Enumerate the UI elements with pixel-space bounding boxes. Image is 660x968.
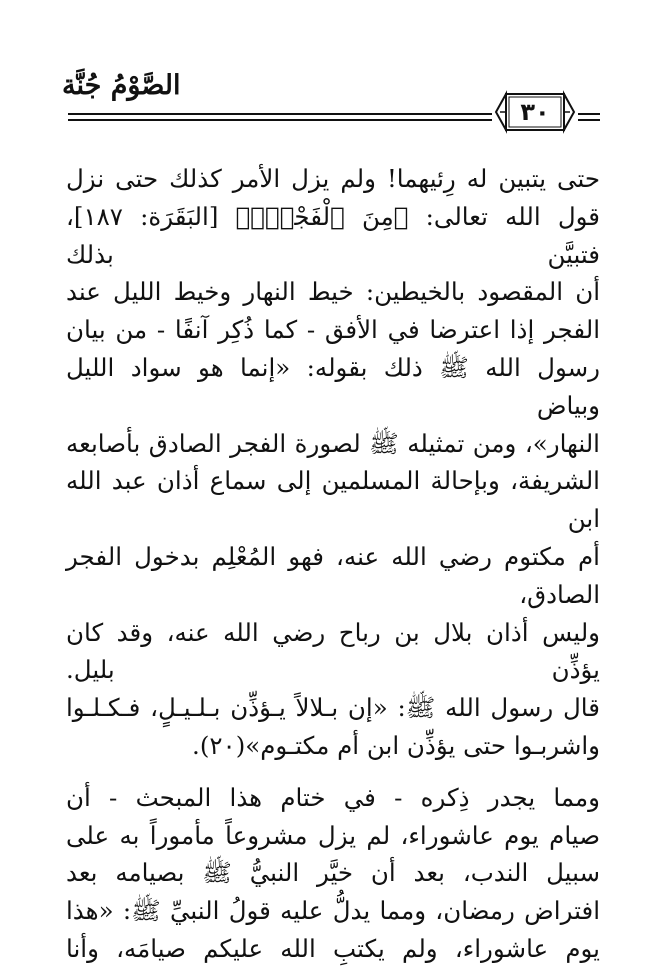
text-line: الفجر إذا اعترضا في الأفق - كما ذُكِر آنفًا - من بيان — [66, 315, 600, 345]
text-line: سبيل الندب، بعد أن خيَّر النبيُّ ﷺ بصيامه بعد — [66, 858, 600, 888]
text-line: يوم عاشوراء، ولم يكتبِ الله عليكم صيامَه، وأنا — [66, 933, 600, 963]
text-line: واشربـوا حتى يؤذِّن ابن أم مكتـوم»(٢٠). — [192, 730, 600, 760]
text-line: الشريفة، وبإحالة المسلمين إلى سماع أذان عبد الله ابن — [66, 466, 600, 534]
header-rule-bottom — [68, 119, 492, 121]
text-line: رسول الله ﷺ ذلك بقوله: «إنما هو سواد الليل وبياض — [66, 352, 600, 420]
text-line: افتراض رمضان، ومما يدلُّ عليه قولُ النبيِّ ﷺ: «هذا — [66, 896, 600, 926]
page-number: ٣٠ — [520, 98, 550, 126]
text-line: حتى يتبين له رِئيهما! ولم يزل الأمر كذلك حتى نزل — [66, 164, 600, 193]
paragraph-gap — [66, 765, 600, 779]
text-line: النهار»، ومن تمثيله ﷺ لصورة الفجر الصادق بأصابعه — [66, 428, 600, 458]
text-line: صيام يوم عاشوراء، لم يزل مشروعاً مأموراً به على — [66, 820, 600, 850]
header-rule-right-bottom — [578, 119, 600, 121]
header-rule-top — [68, 113, 492, 115]
running-title: الصَّوْمُ جُنَّة — [62, 70, 181, 101]
text-line: قال رسول الله ﷺ: «إن بـلالاً يـؤذِّن بـلـيـلٍ، فـكـلـوا — [66, 693, 600, 723]
text-line: وليس أذان بلال بن رباح رضي الله عنه، وقد كان يؤذِّن بليل. — [66, 617, 600, 685]
body-text — [66, 160, 600, 968]
text-line: قول الله تعالى: ﴿مِنَ ٱلْفَجْرِۖ﴾ [البَقَرَة: ١٨٧]، فتبيَّن بذلك — [66, 201, 600, 269]
header-rule-right-top — [578, 113, 600, 115]
page-number-frame — [494, 90, 576, 134]
text-line: ومما يجدر ذِكره - في ختام هذا المبحث - أن — [66, 782, 600, 812]
text-line: أن المقصود بالخيطين: خيط النهار وخيط الليل عند — [66, 277, 600, 307]
text-line: أم مكتوم رضي الله عنه، فهو المُعْلِم بدخول الفجر الصادق، — [66, 541, 600, 609]
